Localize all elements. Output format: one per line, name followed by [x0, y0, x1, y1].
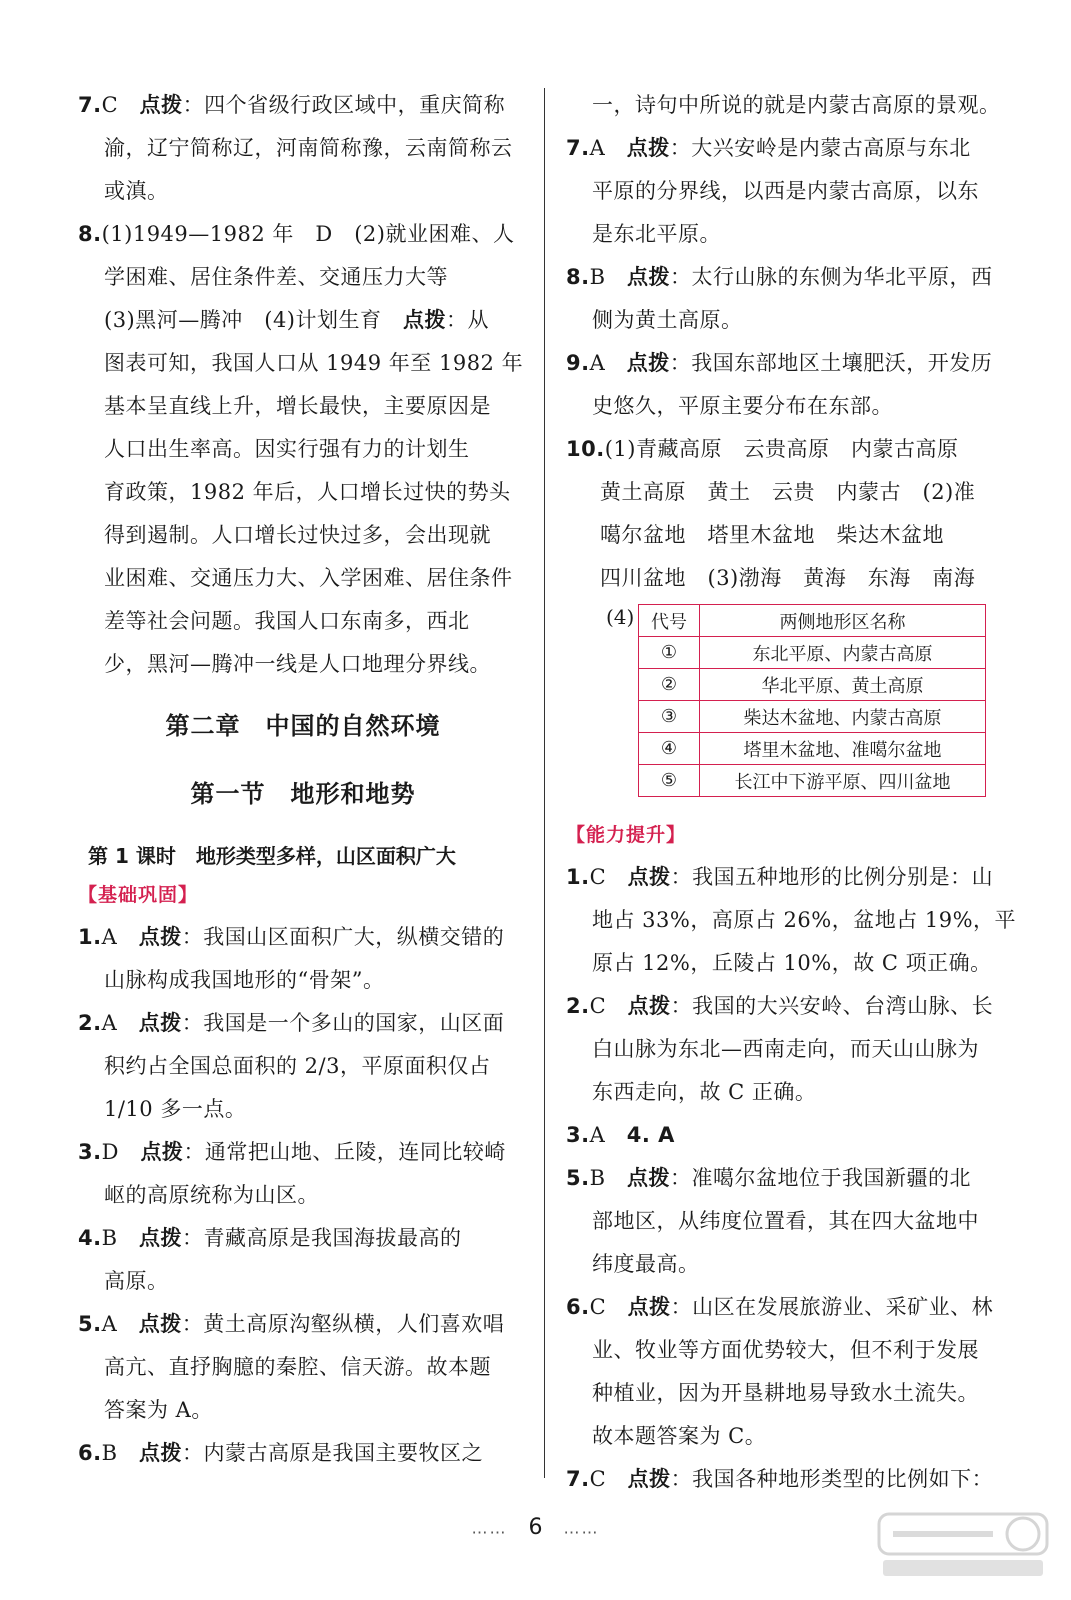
line-text: 地占 33%，高原占 26%，盆地占 19%，平 — [592, 908, 1017, 932]
continuation-line — [566, 942, 1016, 985]
question-number: 5. — [78, 1312, 102, 1336]
watermark-logo-icon — [873, 1510, 1053, 1580]
continuation-line — [78, 643, 528, 686]
answer-line — [78, 1303, 528, 1346]
terrain-table — [638, 604, 986, 797]
table-cell-name: 塔里木盆地、准噶尔盆地 — [700, 733, 986, 765]
answer-choice: (1)青藏高原 云贵高原 内蒙古高原 — [604, 437, 959, 461]
terrain-table-block — [566, 604, 1016, 816]
continuation-line — [566, 899, 1016, 942]
continuation-line — [78, 299, 528, 342]
continuation-line — [78, 514, 528, 557]
answer-choice: B — [589, 1166, 606, 1190]
question-number: 6. — [78, 1441, 102, 1465]
continuation-line — [566, 557, 1016, 600]
line-text: 部地区，从纬度位置看，其在四大盆地中 — [592, 1209, 979, 1233]
line-text: 业、牧业等方面优势较大，但不利于发展 — [592, 1338, 979, 1362]
hint-text: ：我国东部地区土壤肥沃，开发历 — [669, 351, 993, 375]
extra-answer: 4. A — [626, 1123, 675, 1147]
line-text: 白山脉为东北—西南走向，而天山山脉为 — [592, 1037, 979, 1061]
right-answers-part2 — [566, 856, 1016, 1501]
continuation-line — [78, 170, 528, 213]
hint-label: 点拨 — [403, 308, 446, 332]
hint-text: ：太行山脉的东侧为华北平原，西 — [670, 265, 993, 289]
hint-label: 点拨 — [140, 1140, 184, 1164]
line-text: 是东北平原。 — [592, 222, 721, 246]
answer-line — [78, 1432, 528, 1475]
chapter-title: 第二章 中国的自然环境 — [165, 712, 441, 740]
line-text: 少，黑河—腾冲一线是人口地理分界线。 — [104, 652, 491, 676]
hint-label: 点拨 — [627, 994, 671, 1018]
continuation-line — [566, 1243, 1016, 1286]
table-row — [639, 765, 986, 797]
question-number: 4. — [78, 1226, 102, 1250]
answer-choice: A — [589, 351, 606, 375]
question-number: 8. — [78, 222, 102, 246]
lesson-title: 第 1 课时 地形类型多样，山区面积广大 — [88, 844, 456, 868]
question-number: 1. — [566, 865, 590, 889]
continuation-line — [566, 1071, 1016, 1114]
hint-label: 点拨 — [627, 1166, 671, 1190]
table-cell-code: ④ — [639, 733, 700, 765]
hint-text: ：山区在发展旅游业、采矿业、林 — [670, 1295, 994, 1319]
answer-choice: B — [589, 265, 606, 289]
continuation-line — [566, 1329, 1016, 1372]
hint-label: 点拨 — [626, 351, 670, 375]
hint-label: 点拨 — [627, 865, 671, 889]
column-divider — [544, 88, 545, 1478]
answer-choice: A — [101, 1011, 118, 1035]
hint-label: 点拨 — [139, 1226, 183, 1250]
question-number: 2. — [78, 1011, 102, 1035]
question-number: 10. — [566, 437, 605, 461]
continuation-line — [78, 1260, 528, 1303]
continuation-line — [566, 299, 1016, 342]
table-row — [639, 701, 986, 733]
line-text: 差等社会问题。我国人口东南多，西北 — [104, 609, 470, 633]
line-text: 育政策，1982 年后，人口增长过快的势头 — [104, 480, 511, 504]
answer-line — [566, 428, 1016, 471]
line-text: 业困难、交通压力大、入学困难、居住条件 — [104, 566, 513, 590]
answer-choice: A — [101, 1312, 118, 1336]
answer-line — [78, 213, 528, 256]
answer-choice: C — [101, 93, 119, 117]
hint-label: 点拨 — [626, 136, 670, 160]
section-title: 第一节 地形和地势 — [190, 779, 416, 808]
right-column — [566, 84, 1016, 1501]
continuation-line — [78, 1389, 528, 1432]
left-column — [78, 84, 528, 1475]
answer-choice: A — [101, 925, 118, 949]
hint-text: ：通常把山地、丘陵，连同比较崎 — [183, 1140, 506, 1164]
line-text: 高原。 — [104, 1269, 169, 1293]
table-cell-name: 柴达木盆地、内蒙古高原 — [700, 701, 986, 733]
answer-line — [78, 84, 528, 127]
answer-line — [566, 127, 1016, 170]
table-header-row — [639, 605, 986, 637]
answer-line — [78, 916, 528, 959]
line-text: 黄土高原 黄土 云贵 内蒙古 (2)准 — [600, 480, 976, 504]
answer-line — [566, 1458, 1016, 1501]
table-cell-code: ① — [639, 637, 700, 669]
line-text: 东西走向，故 C 正确。 — [592, 1080, 817, 1104]
line-text: 得到遏制。人口增长过快过多，会出现就 — [104, 523, 491, 547]
question-number: 3. — [566, 1123, 590, 1147]
question-number: 7. — [566, 1467, 590, 1491]
continuation-line — [566, 385, 1016, 428]
line-text: 纬度最高。 — [592, 1252, 700, 1276]
continuation-line — [78, 428, 528, 471]
answer-choice: D — [101, 1140, 119, 1164]
hint-text: ：从 — [446, 308, 489, 332]
table-cell-name: 华北平原、黄土高原 — [700, 669, 986, 701]
answer-line — [566, 856, 1016, 899]
table-row — [639, 733, 986, 765]
left-answers-part2 — [78, 916, 528, 1475]
question-number: 7. — [566, 136, 590, 160]
table-cell-name: 长江中下游平原、四川盆地 — [700, 765, 986, 797]
hint-text: ：黄土高原沟壑纵横，人们喜欢唱 — [181, 1312, 505, 1336]
line-text: 答案为 A。 — [104, 1398, 213, 1422]
question-number: 3. — [78, 1140, 102, 1164]
continuation-line — [78, 256, 528, 299]
line-text: 岖的高原统称为山区。 — [104, 1183, 319, 1207]
question-number: 9. — [566, 351, 590, 375]
line-text: 渝，辽宁简称辽，河南简称豫，云南简称云 — [104, 136, 513, 160]
line-text: 原占 12%，丘陵占 10%，故 C 项正确。 — [592, 951, 992, 975]
continuation-line — [78, 471, 528, 514]
answer-choice: C — [589, 1295, 607, 1319]
line-text: 1/10 多一点。 — [104, 1097, 247, 1121]
line-text: 史悠久，平原主要分布在东部。 — [592, 394, 893, 418]
footer-dots-right: …… — [563, 1518, 600, 1538]
line-text: 种植业，因为开垦耕地易导致水土流失。 — [592, 1381, 979, 1405]
tag-advanced: 【能力提升】 — [566, 824, 687, 846]
question-number: 1. — [78, 925, 102, 949]
hint-text: ：我国是一个多山的国家，山区面 — [181, 1011, 505, 1035]
hint-text: ：我国山区面积广大，纵横交错的 — [181, 925, 505, 949]
answer-choice: B — [101, 1226, 118, 1250]
line-text: 噶尔盆地 塔里木盆地 柴达木盆地 — [600, 523, 944, 547]
question-number: 8. — [566, 265, 590, 289]
hint-text: ：我国五种地形的比例分别是：山 — [670, 865, 994, 889]
page-number: 6 — [528, 1515, 543, 1540]
hint-text: ：准噶尔盆地位于我国新疆的北 — [670, 1166, 972, 1190]
answer-choice: C — [589, 994, 607, 1018]
tag-basic: 【基础巩固】 — [78, 884, 199, 906]
line-text: 故本题答案为 C。 — [592, 1424, 767, 1448]
answer-line — [566, 1157, 1016, 1200]
table-prefix: (4) — [606, 605, 635, 629]
line-text: 学困难、居住条件差、交通压力大等 — [104, 265, 448, 289]
table-header-name: 两侧地形区名称 — [700, 605, 986, 637]
line-text: 一，诗句中所说的就是内蒙古高原的景观。 — [592, 93, 1001, 117]
continuation-line — [566, 514, 1016, 557]
continuation-line — [566, 170, 1016, 213]
continuation-line — [566, 1028, 1016, 1071]
continuation-line — [78, 1088, 528, 1131]
continuation-line — [78, 1174, 528, 1217]
continuation-line — [78, 600, 528, 643]
hint-label: 点拨 — [138, 1011, 182, 1035]
table-cell-name: 东北平原、内蒙古高原 — [700, 637, 986, 669]
question-number: 5. — [566, 1166, 590, 1190]
table-row — [639, 669, 986, 701]
line-text: 高亢、直抒胸臆的秦腔、信天游。故本题 — [104, 1355, 491, 1379]
hint-label: 点拨 — [139, 93, 183, 117]
table-row — [639, 637, 986, 669]
question-number: 2. — [566, 994, 590, 1018]
hint-label: 点拨 — [627, 1467, 671, 1491]
footer-dots-left: …… — [471, 1518, 508, 1538]
right-answers-part1 — [566, 84, 1016, 600]
line-text: 图表可知，我国人口从 1949 年至 1982 年 — [104, 351, 524, 375]
answer-line — [566, 985, 1016, 1028]
hint-label: 点拨 — [139, 1441, 183, 1465]
answer-line — [78, 1131, 528, 1174]
line-text: 山脉构成我国地形的“骨架”。 — [104, 968, 385, 992]
continuation-line — [78, 1346, 528, 1389]
answer-choice: A — [589, 136, 606, 160]
left-answers-part1 — [78, 84, 528, 686]
question-number: 7. — [78, 93, 102, 117]
answer-choice: B — [101, 1441, 118, 1465]
line-text: 人口出生率高。因实行强有力的计划生 — [104, 437, 470, 461]
table-cell-code: ⑤ — [639, 765, 700, 797]
hint-label: 点拨 — [627, 1295, 671, 1319]
answer-choice: C — [589, 865, 607, 889]
continuation-line — [78, 959, 528, 1002]
continuation-line — [566, 84, 1016, 127]
hint-text: ：大兴安岭是内蒙古高原与东北 — [669, 136, 971, 160]
continuation-line — [566, 1372, 1016, 1415]
line-text: 基本呈直线上升，增长最快，主要原因是 — [104, 394, 491, 418]
hint-text: ：青藏高原是我国海拔最高的 — [182, 1226, 462, 1250]
continuation-line — [566, 1415, 1016, 1458]
hint-text: ：我国各种地形类型的比例如下： — [670, 1467, 994, 1491]
answer-line — [566, 1286, 1016, 1329]
hint-label: 点拨 — [138, 925, 182, 949]
answer-line — [566, 1114, 1016, 1157]
continuation-line — [78, 127, 528, 170]
answer-line — [78, 1002, 528, 1045]
question-number: 6. — [566, 1295, 590, 1319]
continuation-line — [566, 213, 1016, 256]
hint-text: ：四个省级行政区域中，重庆简称 — [182, 93, 506, 117]
answer-choice: C — [589, 1467, 607, 1491]
hint-text: ：内蒙古高原是我国主要牧区之 — [182, 1441, 484, 1465]
continuation-line — [78, 385, 528, 428]
line-text: 侧为黄土高原。 — [592, 308, 743, 332]
table-cell-code: ③ — [639, 701, 700, 733]
watermark-logo — [873, 1510, 1053, 1580]
hint-label: 点拨 — [138, 1312, 182, 1336]
continuation-line — [566, 471, 1016, 514]
line-text: 积约占全国总面积的 2/3，平原面积仅占 — [104, 1054, 491, 1078]
answer-choice: A — [589, 1123, 627, 1147]
continuation-line — [566, 1200, 1016, 1243]
table-cell-code: ② — [639, 669, 700, 701]
line-text: 四川盆地 (3)渤海 黄海 东海 南海 — [600, 566, 976, 590]
continuation-line — [78, 557, 528, 600]
answer-choice: (1)1949—1982 年 D (2)就业困难、人 — [101, 222, 515, 246]
table-header-code: 代号 — [639, 605, 700, 637]
answer-line — [566, 256, 1016, 299]
continuation-line — [78, 1045, 528, 1088]
continuation-line — [78, 342, 528, 385]
line-text: 或滇。 — [104, 179, 169, 203]
hint-label: 点拨 — [627, 265, 671, 289]
hint-text: ：我国的大兴安岭、台湾山脉、长 — [670, 994, 994, 1018]
answer-text: (3)黑河—腾冲 (4)计划生育 — [104, 308, 403, 332]
line-text: 平原的分界线，以西是内蒙古高原，以东 — [592, 179, 979, 203]
answer-line — [566, 342, 1016, 385]
answer-line — [78, 1217, 528, 1260]
